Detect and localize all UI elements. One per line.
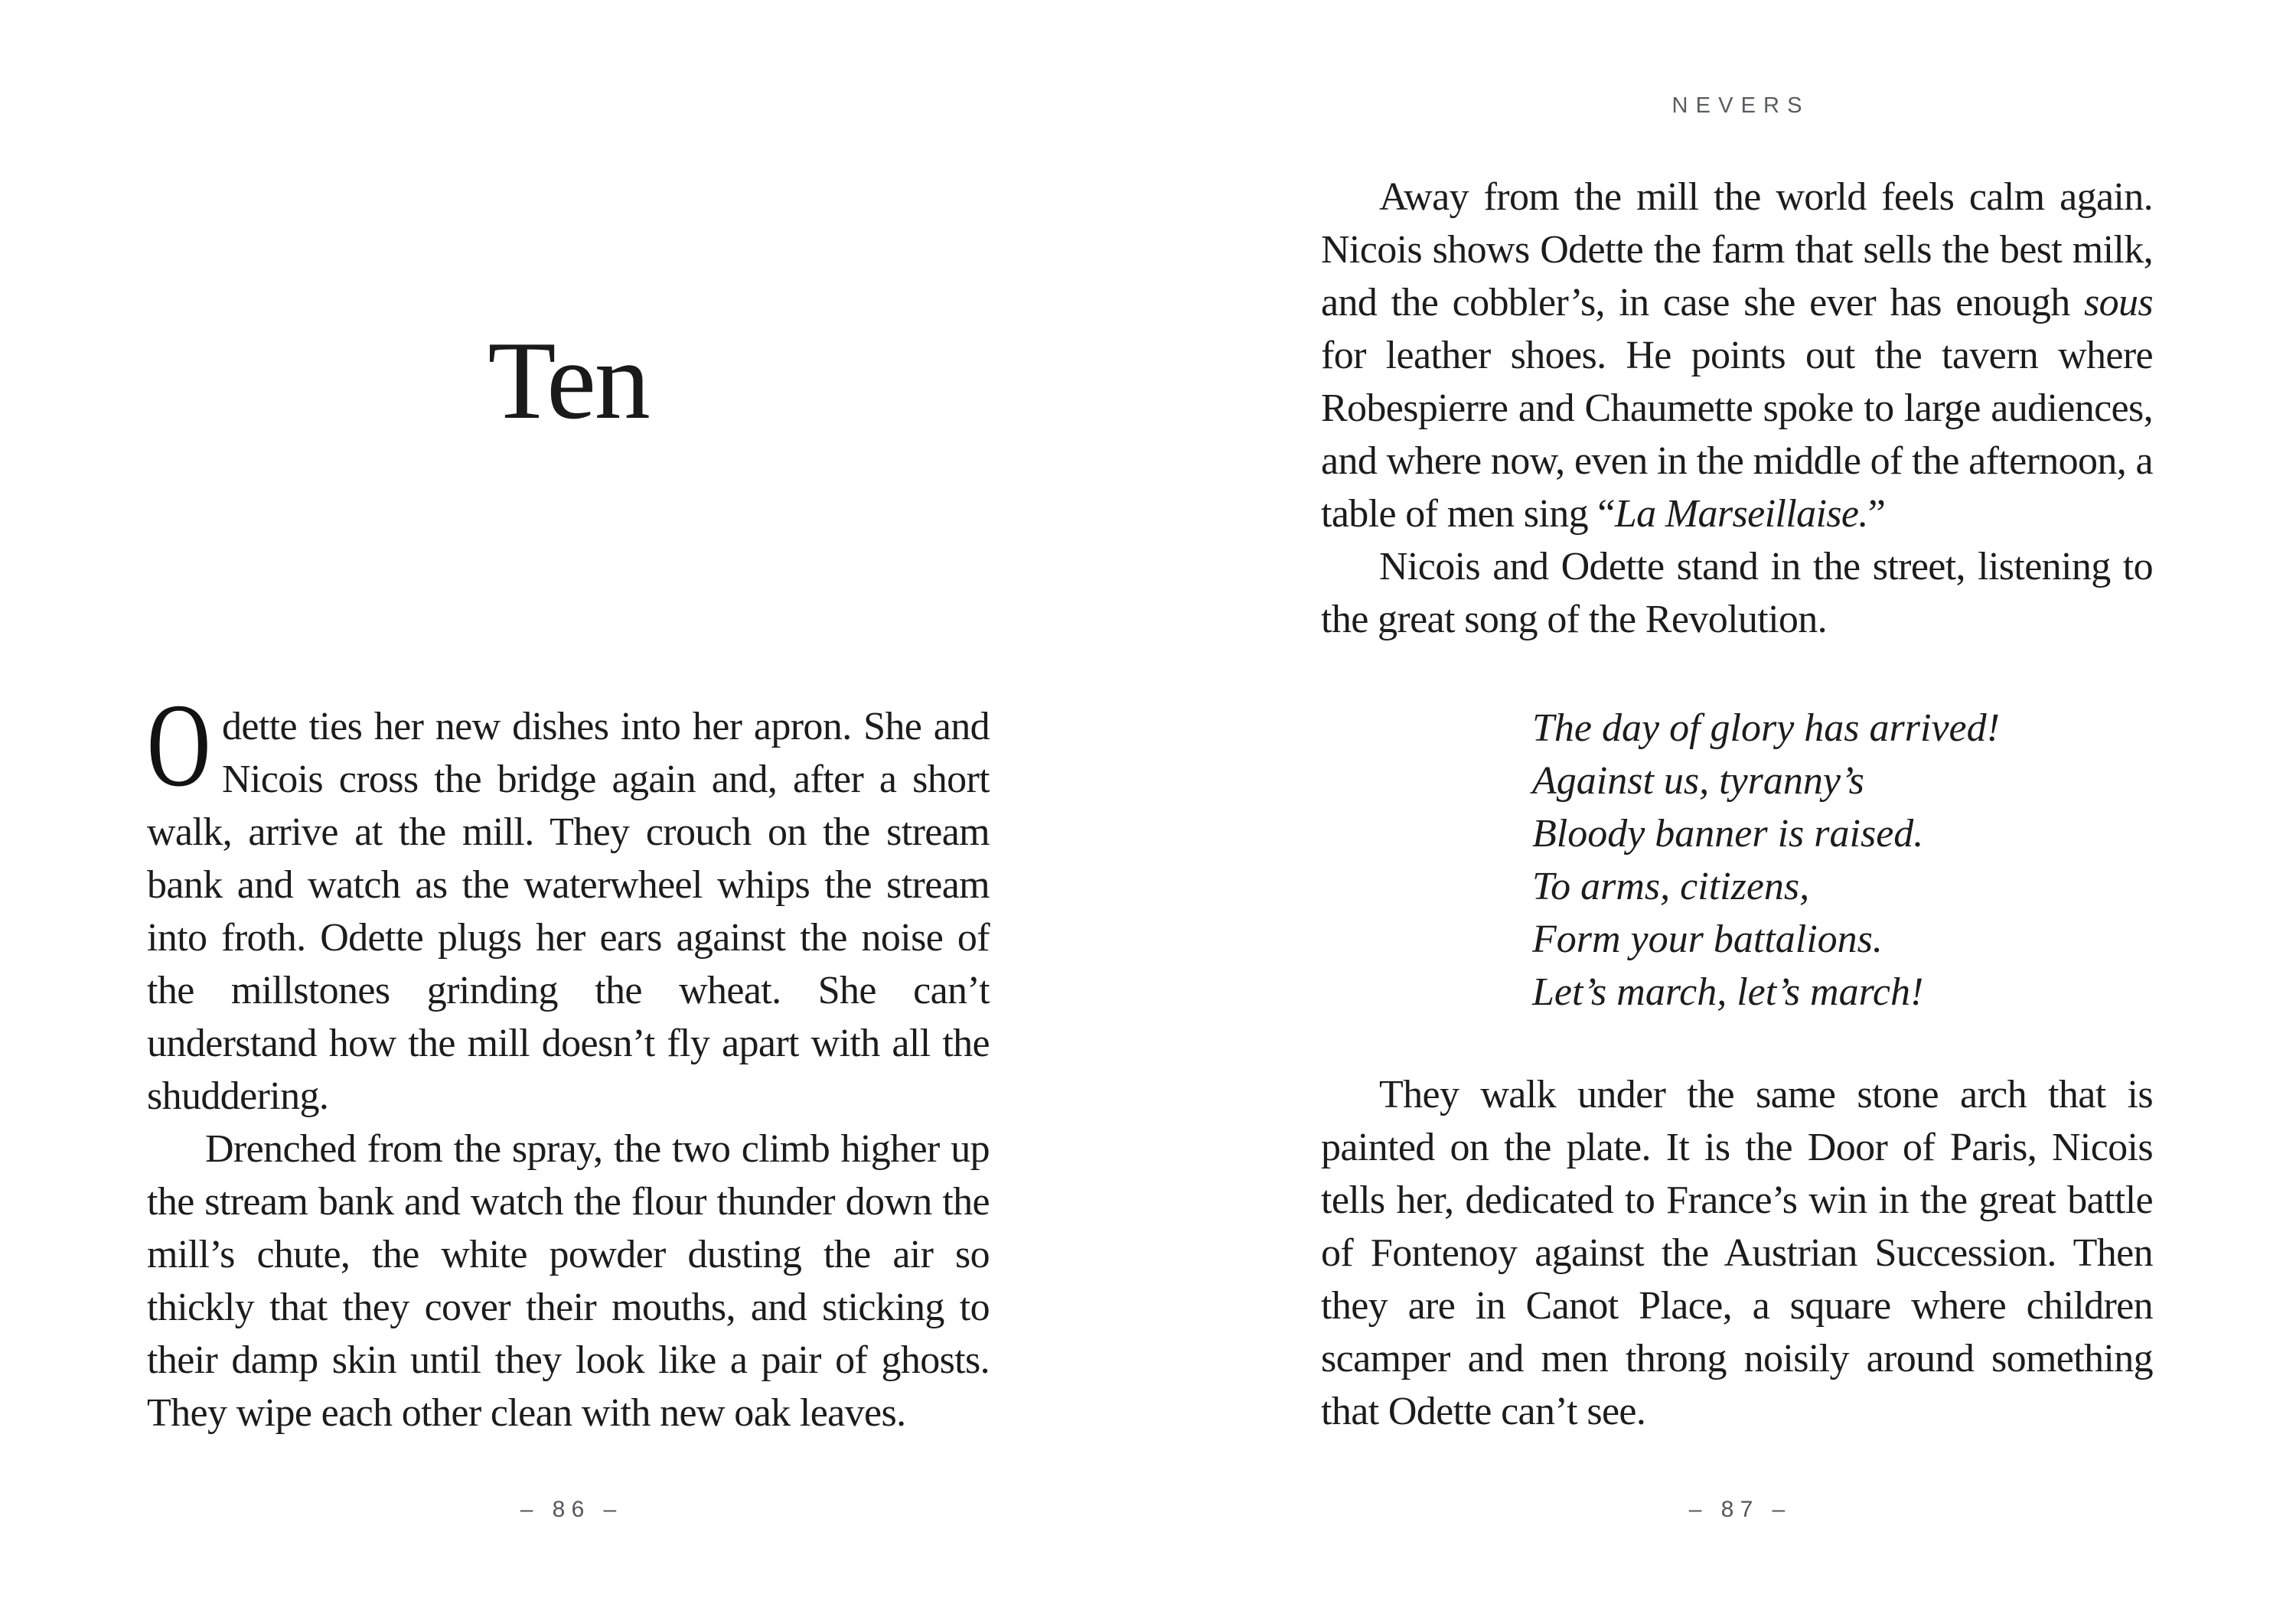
right-page-body-lower (1321, 1068, 2153, 1438)
body-paragraph (1321, 1068, 2153, 1438)
paragraph-text (147, 679, 990, 1118)
text-segment: They walk under the same stone arch that is painted on the plate. It is the Door of Paris, Nicois tells her, dedicated to France’s win in the great battle of Fontenoy against the Austrian Succession. Then they are in Canot Place, a square where children scamper and men throng noisily around something that Odette can’t see. (1321, 1073, 2153, 1433)
verse-line: The day of glory has arrived! (1532, 706, 2000, 750)
running-header: NEVERS (1671, 93, 1810, 118)
text-segment: Drenched from the spray, the two climb higher up the stream bank and watch the flour thunder down the mill’s chute, the white powder dusting the air so thickly that they cover their mouths, and sticking to their damp skin until they look like a pair of ghosts. They wipe each other clean with new oak leaves. (147, 1127, 990, 1435)
verse-block (1532, 702, 2190, 1019)
body-paragraph (1321, 171, 2153, 540)
text-segment: ” (1867, 492, 1886, 536)
verse-line: Form your battalions. (1532, 918, 1883, 961)
verse-line: Bloody banner is raised. (1532, 812, 1924, 856)
page-number-left: – 86 – (520, 1497, 623, 1522)
left-page-body (147, 679, 990, 1439)
text-segment: Away from the mill the world feels calm again. Nicois shows Odette the farm that sells the best milk, and the cobbler’s, in case she ever has enough (1321, 175, 2153, 324)
chapter-title: Ten (488, 318, 649, 442)
body-paragraph (147, 1123, 990, 1439)
body-paragraph (147, 679, 990, 1123)
page-number-right: – 87 – (1688, 1497, 1792, 1522)
text-segment: for leather shoes. He points out the tavern where Robespierre and Chaumette spoke to large audiences, and where now, even in the middle of the afternoon, a table of men sing “ (1321, 334, 2153, 536)
italic-text: sous (2084, 281, 2153, 324)
body-paragraph (1321, 540, 2153, 646)
italic-text: La Marseillaise. (1614, 492, 1868, 536)
drop-cap: O (147, 679, 210, 811)
text-segment: Nicois and Odette stand in the street, listening to the great song of the Revolution. (1321, 545, 2153, 641)
right-page-body-upper (1321, 171, 2153, 646)
text-segment: dette ties her new dishes into her apron. She and Nicois cross the bridge again and, after a short walk, arrive at the mill. They crouch on the stream bank and watch as the waterwheel whips the stream into froth. Odette plugs her ears against the noise of the millstones grinding the wheat. She can’t understand how the mill doesn’t fly apart with all the shuddering. (147, 705, 990, 1118)
verse-line: Let’s march, let’s march! (1532, 970, 1924, 1014)
verse-line: Against us, tyranny’s (1532, 759, 1864, 803)
verse-line: To arms, citizens, (1532, 865, 1810, 908)
